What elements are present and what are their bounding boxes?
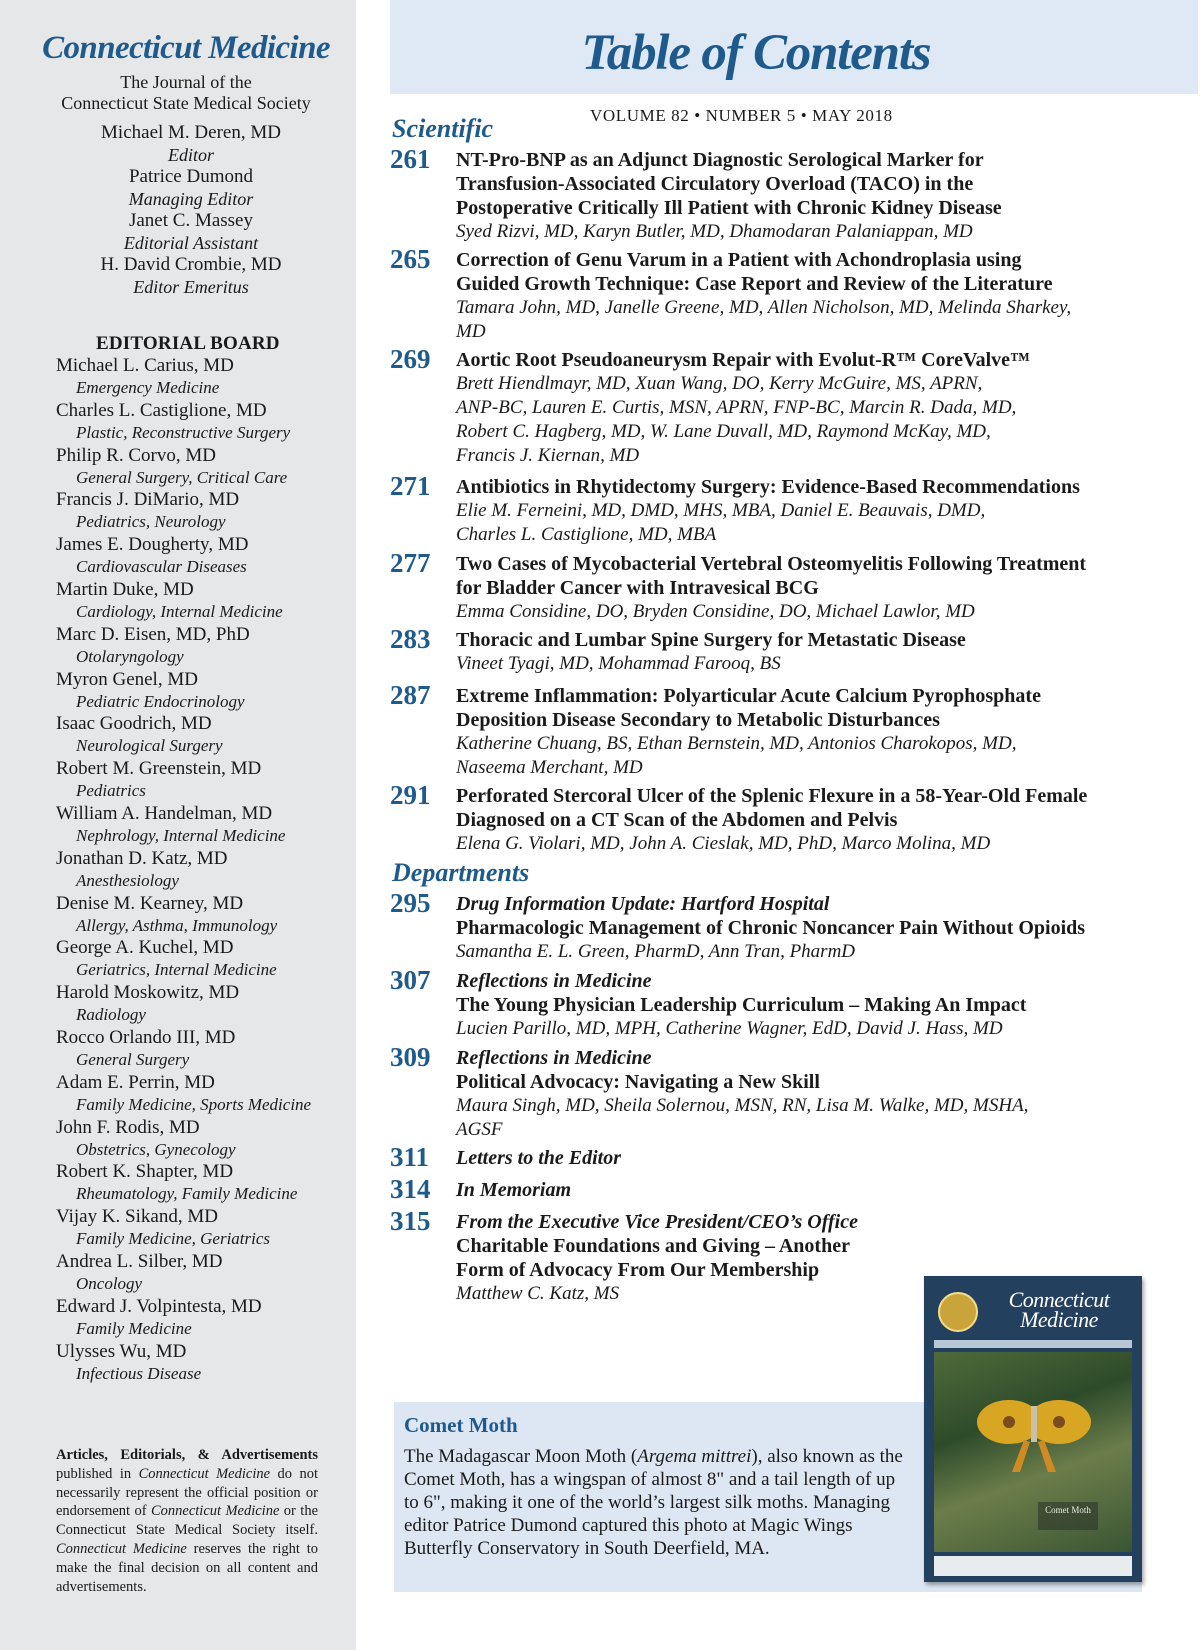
board-member (56, 1296, 356, 1341)
board-member (56, 848, 356, 893)
board-member-specialty: Cardiology, Internal Medicine (76, 601, 283, 621)
disclaimer-text: or the Connecticut State Medical Society itself. (56, 1503, 319, 1539)
board-member (56, 1161, 356, 1206)
board-member (56, 758, 356, 803)
article-authors: Elena G. Violari, MD, John A. Cieslak, MD, PhD, Marco Molina, MD (456, 833, 991, 854)
article-title: Deposition Disease Secondary to Metabolic Disturbances (456, 709, 940, 731)
masthead-role: Editor Emeritus (133, 277, 249, 297)
page-number: 309 (390, 1042, 431, 1072)
page-number: 295 (390, 888, 431, 918)
entry-body (456, 1146, 1150, 1170)
masthead-role: Managing Editor (128, 189, 254, 209)
department-entry (390, 1174, 1150, 1204)
disclaimer-journal: Connecticut Medicine (56, 1540, 187, 1557)
toc-entry (390, 548, 1150, 624)
page-number: 261 (390, 144, 431, 174)
board-member-name: James E. Dougherty, MD (56, 534, 249, 556)
board-member-name: Ulysses Wu, MD (56, 1340, 187, 1362)
article-authors: Naseema Merchant, MD (456, 757, 643, 778)
masthead-name: H. David Crombie, MD (100, 254, 282, 275)
board-member-name: Philip R. Corvo, MD (56, 444, 216, 466)
board-member (56, 1072, 356, 1117)
disclaimer-lead: Articles, Editorials, & Advertisements (56, 1447, 318, 1463)
article-authors: Robert C. Hagberg, MD, W. Lane Duvall, MD, Raymond McKay, MD, (456, 421, 991, 442)
page-number: 311 (390, 1142, 430, 1172)
cover-note-text-part: The Madagascar Moon Moth ( (404, 1446, 638, 1467)
board-member-name: Michael L. Carius, MD (56, 355, 234, 376)
board-member-name: Martin Duke, MD (56, 578, 194, 600)
cover-title-line: Connecticut (1008, 1287, 1110, 1312)
board-member-name: Robert K. Shapter, MD (56, 1161, 234, 1183)
article-title: Postoperative Critically Ill Patient with Chronic Kidney Disease (456, 197, 1002, 219)
article-authors: Maura Singh, MD, Sheila Solernou, MSN, RN, Lisa M. Walke, MD, MSHA, (456, 1095, 1029, 1116)
masthead-role: Editor (167, 145, 214, 165)
board-member-specialty: Radiology (76, 1005, 146, 1025)
board-member-specialty: Pediatric Endocrinology (76, 691, 245, 711)
board-member-specialty: Anesthesiology (76, 870, 179, 890)
board-member-name: George A. Kuchel, MD (56, 937, 234, 959)
journal-subtitle (0, 72, 372, 114)
article-title: Diagnosed on a CT Scan of the Abdomen and Pelvis (456, 809, 898, 831)
entry-body (456, 892, 1150, 964)
department-name: Letters to the Editor (456, 1147, 621, 1169)
entry-body (456, 248, 1150, 344)
board-member-name: Charles L. Castiglione, MD (56, 399, 267, 421)
board-member-name: William A. Handelman, MD (56, 802, 273, 824)
entry-body (456, 1178, 1150, 1202)
journal-subtitle-line2: Connecticut State Medical Society (61, 93, 311, 113)
page-number: 271 (390, 471, 431, 501)
page-number: 277 (390, 548, 431, 578)
article-title: Thoracic and Lumbar Spine Surgery for Metastatic Disease (456, 629, 966, 651)
board-member-specialty: Family Medicine, Sports Medicine (76, 1094, 312, 1114)
board-member (56, 1027, 356, 1072)
board-member-name: Edward J. Volpintesta, MD (56, 1295, 262, 1317)
board-member-name: Adam E. Perrin, MD (56, 1071, 215, 1093)
article-title: The Young Physician Leadership Curriculum – Making An Impact (456, 994, 1027, 1016)
editorial-board-list (56, 355, 356, 1385)
board-member-name: Denise M. Kearney, MD (56, 892, 244, 914)
article-title: NT-Pro-BNP as an Adjunct Diagnostic Serological Marker for (456, 149, 984, 171)
page-number: 314 (390, 1174, 431, 1204)
board-member-name: Rocco Orlando III, MD (56, 1026, 236, 1048)
article-authors: Samantha E. L. Green, PharmD, Ann Tran, PharmD (456, 941, 856, 962)
section-heading-departments: Departments (392, 858, 530, 887)
cover-photo (934, 1352, 1132, 1552)
article-authors: Elie M. Ferneini, MD, DMD, MHS, MBA, Daniel E. Beauvais, DMD, (456, 500, 986, 521)
cover-note-heading: Comet Moth (404, 1413, 518, 1437)
board-member-name: Isaac Goodrich, MD (56, 713, 212, 735)
article-title: for Bladder Cancer with Intravesical BCG (456, 577, 819, 599)
article-authors: Francis J. Kiernan, MD (456, 445, 640, 466)
page-number: 307 (390, 965, 431, 995)
page-number: 315 (390, 1206, 431, 1236)
toc-entry (390, 244, 1150, 344)
editorial-board-heading: EDITORIAL BOARD (96, 333, 280, 354)
board-member-specialty: Oncology (76, 1273, 143, 1293)
board-member-name: Andrea L. Silber, MD (56, 1250, 223, 1272)
board-member-specialty: Pediatrics, Neurology (76, 512, 226, 532)
article-authors: Katherine Chuang, BS, Ethan Bernstein, MD, Antonios Charokopos, MD, (456, 733, 1017, 754)
cover-title-line: Medicine (1020, 1307, 1098, 1332)
board-member-name: John F. Rodis, MD (56, 1116, 200, 1138)
board-member (56, 624, 356, 669)
article-title: Guided Growth Technique: Case Report and Review of the Literature (456, 273, 1053, 295)
toc-entry (390, 144, 1150, 244)
board-member (56, 937, 356, 982)
page-number: 265 (390, 244, 431, 274)
board-member-specialty: Family Medicine, Geriatrics (76, 1229, 271, 1249)
board-member (56, 1117, 356, 1162)
board-member-name: Myron Genel, MD (56, 668, 198, 690)
masthead-name: Michael M. Deren, MD (101, 122, 281, 143)
page-number: 291 (390, 780, 431, 810)
toc-entry (390, 344, 1150, 468)
board-member-name: Francis J. DiMario, MD (56, 489, 240, 511)
entry-body (456, 1046, 1150, 1142)
disclaimer-journal: Connecticut Medicine (138, 1465, 271, 1482)
board-member-specialty: Neurological Surgery (76, 736, 223, 756)
entry-body (456, 475, 1150, 547)
disclaimer-journal: Connecticut Medicine (150, 1503, 280, 1520)
board-member (56, 669, 356, 714)
article-title: Perforated Stercoral Ulcer of the Splenic Flexure in a 58-Year-Old Female (456, 785, 1088, 807)
article-title: Political Advocacy: Navigating a New Skill (456, 1071, 820, 1093)
board-member (56, 1341, 356, 1386)
article-authors: MD (456, 321, 486, 342)
page-number: 269 (390, 344, 431, 374)
article-title: Correction of Genu Varum in a Patient with Achondroplasia using (456, 249, 1022, 271)
board-member-specialty: Emergency Medicine (76, 378, 220, 397)
cover-footer (934, 1556, 1132, 1576)
masthead-name: Janet C. Massey (128, 210, 253, 231)
board-member-specialty: General Surgery, Critical Care (76, 467, 288, 487)
board-member-specialty: Rheumatology, Family Medicine (76, 1184, 298, 1204)
department-entry (390, 1142, 1150, 1172)
disclaimer-text: published in (56, 1465, 139, 1482)
article-authors: Syed Rizvi, MD, Karyn Butler, MD, Dhamodaran Palaniappan, MD (456, 221, 973, 242)
board-member-name: Harold Moskowitz, MD (56, 982, 240, 1004)
entry-body (456, 684, 1150, 780)
entry-body (456, 148, 1150, 244)
toc-entry (390, 624, 1150, 676)
disclaimer-text: do not necessarily represent the official position or endorsement of (56, 1465, 318, 1520)
article-authors: Vineet Tyagi, MD, Mohammad Farooq, BS (456, 653, 781, 674)
board-member (56, 400, 356, 445)
section-heading-scientific: Scientific (392, 114, 494, 143)
journal-subtitle-line1: The Journal of the (120, 72, 252, 92)
board-member-specialty: Geriatrics, Internal Medicine (76, 960, 277, 980)
disclaimer (56, 1446, 318, 1596)
department-entry (390, 888, 1150, 964)
entry-body (456, 784, 1150, 856)
board-member-name: Robert M. Greenstein, MD (56, 758, 262, 780)
article-authors: Matthew C. Katz, MS (456, 1283, 620, 1304)
board-member-specialty: Nephrology, Internal Medicine (76, 825, 286, 845)
department-name: Reflections in Medicine (456, 970, 652, 992)
article-title: Charitable Foundations and Giving – Another (456, 1235, 850, 1257)
article-authors: AGSF (456, 1119, 503, 1140)
article-title: Antibiotics in Rhytidectomy Surgery: Evidence-Based Recommendations (456, 476, 1080, 498)
entry-body (456, 969, 1150, 1041)
journal-title: Connecticut Medicine (42, 30, 330, 66)
board-member-specialty: General Surgery (76, 1049, 190, 1069)
board-member (56, 982, 356, 1027)
toc-entry (390, 471, 1150, 547)
article-authors: Charles L. Castiglione, MD, MBA (456, 524, 717, 545)
cover-caption: Comet Moth (1038, 1502, 1098, 1530)
board-member (56, 1251, 356, 1296)
toc-title: Table of Contents (581, 25, 931, 81)
masthead-name: Patrice Dumond (128, 166, 253, 187)
article-authors: Tamara John, MD, Janelle Greene, MD, Allen Nicholson, MD, Melinda Sharkey, (456, 297, 1072, 318)
board-member-specialty: Family Medicine (76, 1318, 192, 1338)
board-member (56, 445, 356, 490)
board-member (56, 489, 356, 534)
issue-info: VOLUME 82 • NUMBER 5 • MAY 2018 (590, 106, 893, 125)
article-authors: Brett Hiendlmayr, MD, Xuan Wang, DO, Kerry McGuire, MS, APRN, (456, 373, 983, 394)
department-name: From the Executive Vice President/CEO’s Office (456, 1211, 858, 1233)
board-member-name: Jonathan D. Katz, MD (56, 847, 228, 869)
board-member (56, 893, 356, 938)
entry-body (456, 552, 1150, 624)
article-title: Extreme Inflammation: Polyarticular Acute Calcium Pyrophosphate (456, 685, 1041, 707)
article-title: Pharmacologic Management of Chronic Noncancer Pain Without Opioids (456, 917, 1086, 939)
board-member (56, 1206, 356, 1251)
article-authors: ANP-BC, Lauren E. Curtis, MSN, APRN, FNP-BC, Marcin R. Dada, MD, (456, 397, 1017, 418)
department-entry (390, 1042, 1150, 1142)
board-member-specialty: Obstetrics, Gynecology (76, 1139, 236, 1159)
article-authors: Lucien Parillo, MD, MPH, Catherine Wagner, EdD, David J. Hass, MD (456, 1018, 1003, 1039)
department-name: In Memoriam (456, 1179, 572, 1201)
department-entry (390, 965, 1150, 1041)
board-member (56, 713, 356, 758)
board-member-specialty: Infectious Disease (76, 1363, 202, 1383)
board-member-specialty: Cardiovascular Diseases (76, 557, 247, 577)
board-member (56, 579, 356, 624)
board-member (56, 534, 356, 579)
cover-note-text (404, 1445, 914, 1560)
entry-body (456, 348, 1150, 468)
toc-entry (390, 680, 1150, 780)
article-title: Two Cases of Mycobacterial Vertebral Osteomyelitis Following Treatment (456, 553, 1087, 575)
board-member-specialty: Plastic, Reconstructive Surgery (76, 422, 291, 442)
board-member-specialty: Pediatrics (76, 781, 146, 801)
page-number: 283 (390, 624, 431, 654)
board-member (56, 355, 356, 400)
society-seal-icon (938, 1292, 978, 1332)
department-name: Drug Information Update: Hartford Hospital (456, 893, 830, 915)
masthead (0, 122, 382, 298)
cover-thumbnail (924, 1276, 1142, 1582)
toc-entry (390, 780, 1150, 856)
page-number: 287 (390, 680, 431, 710)
masthead-role: Editorial Assistant (123, 233, 259, 253)
cover-note-text-part: ), also known as the Comet Moth, has a wingspan of almost 8" and a tail length of up to 6", making it one of the world’s largest silk moths. Managing editor Patrice Dumond captured this photo at Magic Wings Butterfly Conservatory in South Deerfield, MA. (404, 1446, 903, 1559)
cover-title (980, 1287, 1138, 1332)
board-member (56, 803, 356, 848)
board-member-specialty: Otolaryngology (76, 646, 184, 666)
entry-body (456, 628, 1150, 676)
moth-icon (974, 1392, 1094, 1472)
board-member-name: Vijay K. Sikand, MD (56, 1206, 218, 1228)
board-member-name: Marc D. Eisen, MD, PhD (56, 623, 250, 645)
article-title: Aortic Root Pseudoaneurysm Repair with Evolut-R™ CoreValve™ (456, 349, 1031, 371)
cover-band (934, 1340, 1132, 1348)
article-title: Form of Advocacy From Our Membership (456, 1259, 820, 1281)
board-member-specialty: Allergy, Asthma, Immunology (76, 915, 278, 935)
disclaimer-text: reserves the right to make the final decision on all content and advertisements. (56, 1540, 318, 1595)
article-authors: Emma Considine, DO, Bryden Considine, DO, Michael Lawlor, MD (456, 601, 975, 622)
article-title: Transfusion-Associated Circulatory Overload (TACO) in the (456, 173, 974, 195)
cover-note-species: Argema mittrei (637, 1446, 752, 1467)
department-name: Reflections in Medicine (456, 1047, 652, 1069)
